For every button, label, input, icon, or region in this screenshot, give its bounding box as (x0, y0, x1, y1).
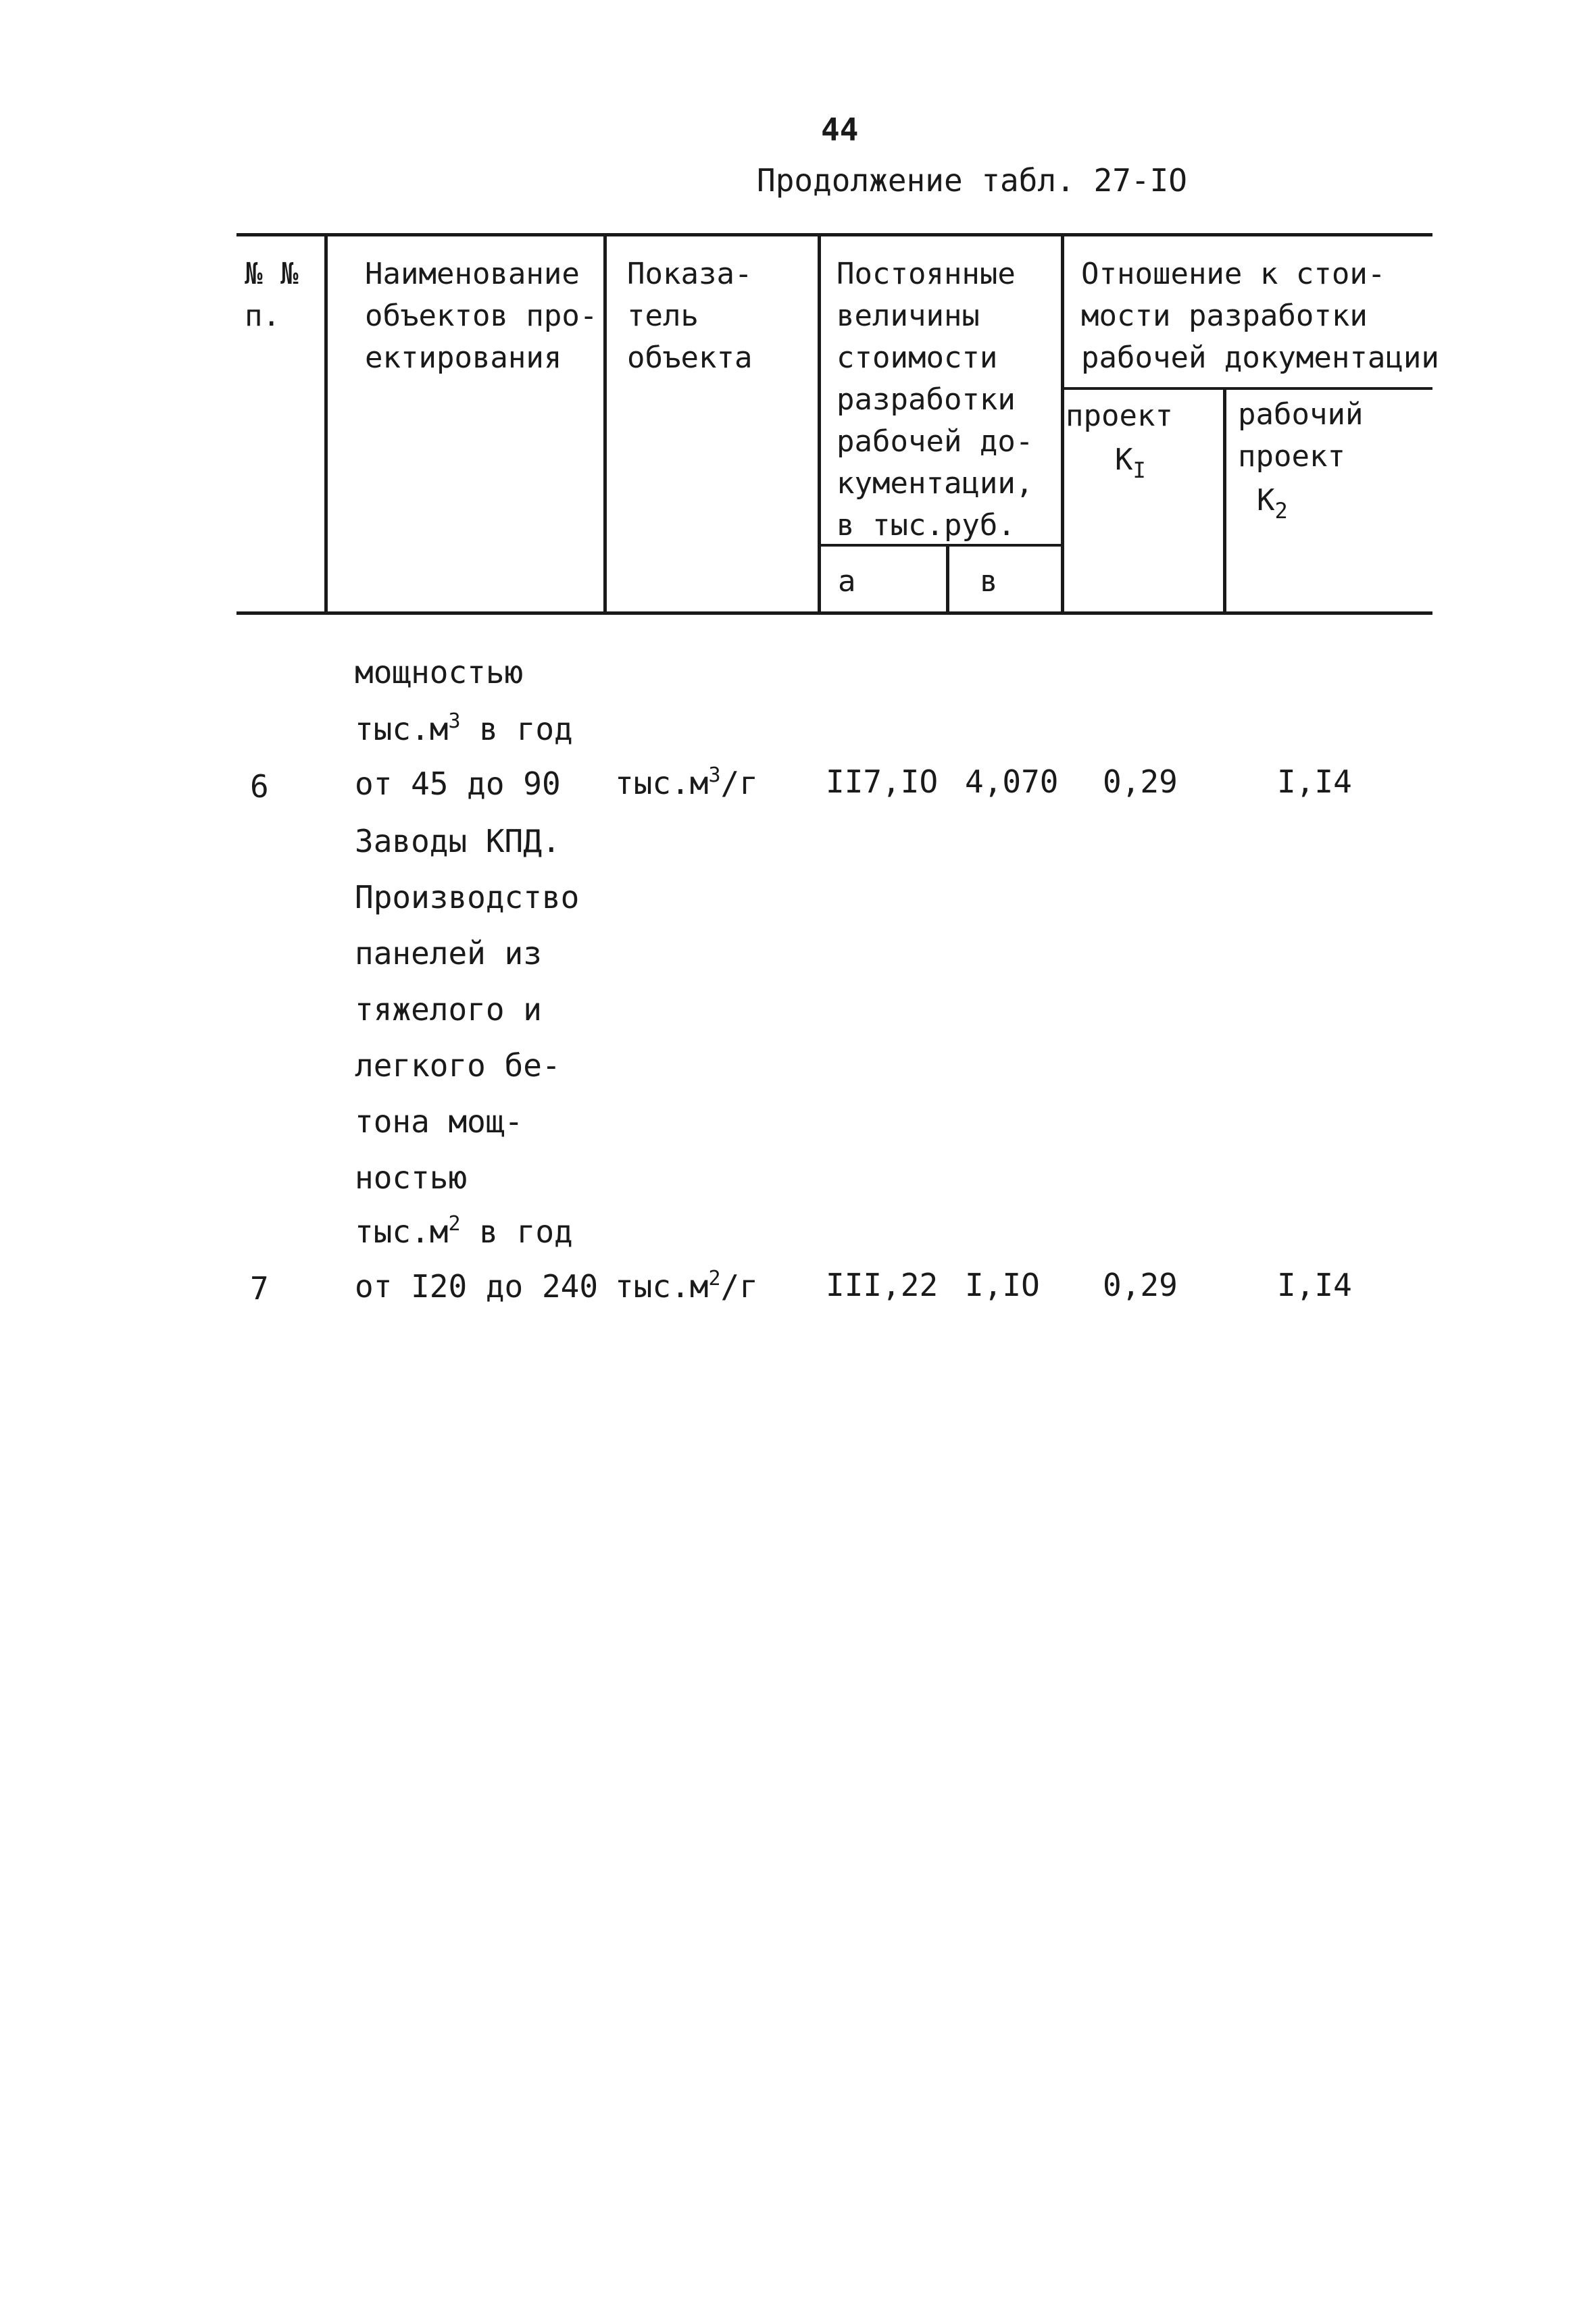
row-7-k1: 0,29 (1103, 1267, 1178, 1303)
row-7-name-line: легкого бе- (355, 1047, 561, 1084)
header-project: проект (1066, 399, 1173, 433)
row-7-range: от I20 до 240 (355, 1268, 599, 1305)
page-number: 44 (821, 111, 859, 148)
row-7-name-line: Заводы КПД. (355, 823, 561, 859)
table-header-bottom-rule (236, 611, 1432, 615)
header-indicator: Показа- тель объекта (627, 257, 753, 375)
row-6-unit-line: $тыс.м^3$ в год (355, 709, 573, 747)
col-divider-1 (324, 233, 328, 615)
header-object-name: Наименование объектов про- ектирования (365, 257, 598, 375)
header-k2: $К_2$ (1257, 483, 1288, 524)
col-divider-5 (1223, 387, 1226, 615)
col-divider-3 (818, 233, 821, 615)
header-k1: $К_I$ (1115, 443, 1146, 483)
row-7-name-line: ностью (355, 1159, 468, 1196)
row-7-name-line: Производство (355, 879, 580, 915)
ratio-subheader-rule (1061, 387, 1432, 390)
row-6-number: 6 (250, 768, 269, 805)
row-6-indicator: $тыс.м^3/г$ (615, 763, 758, 801)
row-7-name-line: тона мощ- (355, 1103, 524, 1140)
col-divider-4 (1061, 233, 1064, 615)
row-6-range: от 45 до 90 (355, 765, 561, 802)
row-7-value-b: I,IO (965, 1267, 1040, 1303)
col-divider-2 (603, 233, 607, 615)
row-7-unit-line: $тыс.м^2$ в год (355, 1212, 573, 1250)
col-divider-ab (946, 544, 949, 615)
row-7-name-line: тяжелого и (355, 991, 542, 1028)
header-working-project: рабочий проект (1238, 397, 1364, 474)
header-number: № № п. (245, 257, 299, 333)
row-6-k1: 0,29 (1103, 763, 1178, 800)
row-6-k2: I,I4 (1277, 763, 1352, 800)
table-top-rule (236, 233, 1432, 236)
row-6-value-a: II7,IO (826, 763, 939, 800)
row-7-value-a: III,22 (826, 1267, 939, 1303)
header-ratio: Отношение к стои- мости разработки рабочей документации (1081, 257, 1439, 375)
header-constant-values: Постоянные величины стоимости разработки рабочей до- кументации, в тыс.руб. (837, 257, 1034, 543)
table-continuation-title: Продолжение табл. 27-IO (757, 162, 1187, 199)
row-7-number: 7 (250, 1270, 269, 1307)
row-6-name-line: мощностью (355, 654, 524, 690)
row-7-name-line: панелей из (355, 935, 542, 972)
row-7-indicator: $тыс.м^2/г$ (615, 1267, 758, 1305)
row-6-value-b: 4,070 (965, 763, 1059, 800)
header-col-a: а (838, 564, 856, 599)
row-7-k2: I,I4 (1277, 1267, 1352, 1303)
header-col-b: в (980, 564, 998, 599)
